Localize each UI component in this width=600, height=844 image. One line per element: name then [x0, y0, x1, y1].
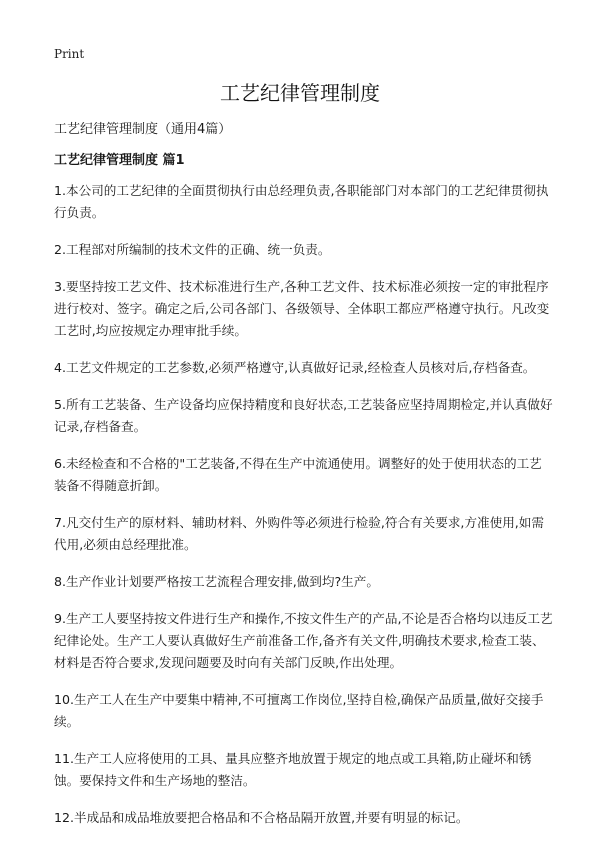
paragraph-7: 7.凡交付生产的原材料、辅助材料、外购件等必须进行检验,符合有关要求,方准使用,如需代用,必须由总经理批准。 [54, 515, 544, 552]
document-body [54, 180, 554, 844]
paragraph-4: 4.工艺文件规定的工艺参数,必须严格遵守,认真做好记录,经检查人员核对后,存档备查。 [54, 360, 536, 375]
paragraph-5: 5.所有工艺装备、生产设备均应保持精度和良好状态,工艺装备应坚持周期检定,并认真做好记录,存档备查。 [54, 397, 553, 434]
document-subtitle: 工艺纪律管理制度（通用4篇） [54, 122, 232, 137]
document-title: 工艺纪律管理制度 [220, 81, 380, 105]
paragraph-1: 1.本公司的工艺纪律的全面贯彻执行由总经理负责,各职能部门对本部门的工艺纪律贯彻执行负责。 [54, 183, 549, 220]
paragraph-9: 9.生产工人要坚持按文件进行生产和操作,不按文件生产的产品,不论是否合格均以违反工艺纪律论处。生产工人要认真做好生产前准备工作,备齐有关文件,明确技术要求,检查工装、材料是否符合要求,发现问题要及时向有关部门反映,作出处理。 [54, 611, 553, 670]
paragraph-11: 11.生产工人应将使用的工具、量具应整齐地放置于规定的地点或工具箱,防止碰坏和锈蚀。要保持文件和生产场地的整洁。 [54, 751, 532, 788]
print-label: Print [54, 47, 85, 61]
section-heading: 工艺纪律管理制度 篇1 [54, 153, 185, 168]
paragraph-12: 12.半成品和成品堆放要把合格品和不合格品隔开放置,并要有明显的标记。 [54, 810, 469, 825]
paragraph-6: 6.未经检查和不合格的"工艺装备,不得在生产中流通使用。调整好的处于使用状态的工艺装备不得随意折卸。 [54, 456, 542, 493]
paragraph-10: 10.生产工人在生产中要集中精神,不可擅离工作岗位,坚持自检,确保产品质量,做好交接手续。 [54, 692, 544, 729]
paragraph-3: 3.要坚持按工艺文件、技术标准进行生产,各种工艺文件、技术标准必须按一定的审批程序进行校对、签字。确定之后,公司各部门、各级领导、全体职工都应严格遵守执行。凡改变工艺时,均应按规定办理审批手续。 [54, 279, 550, 338]
paragraph-2: 2.工程部对所编制的技术文件的正确、统一负责。 [54, 242, 331, 257]
paragraph-8: 8.生产作业计划要严格按工艺流程合理安排,做到均?生产。 [54, 574, 379, 589]
